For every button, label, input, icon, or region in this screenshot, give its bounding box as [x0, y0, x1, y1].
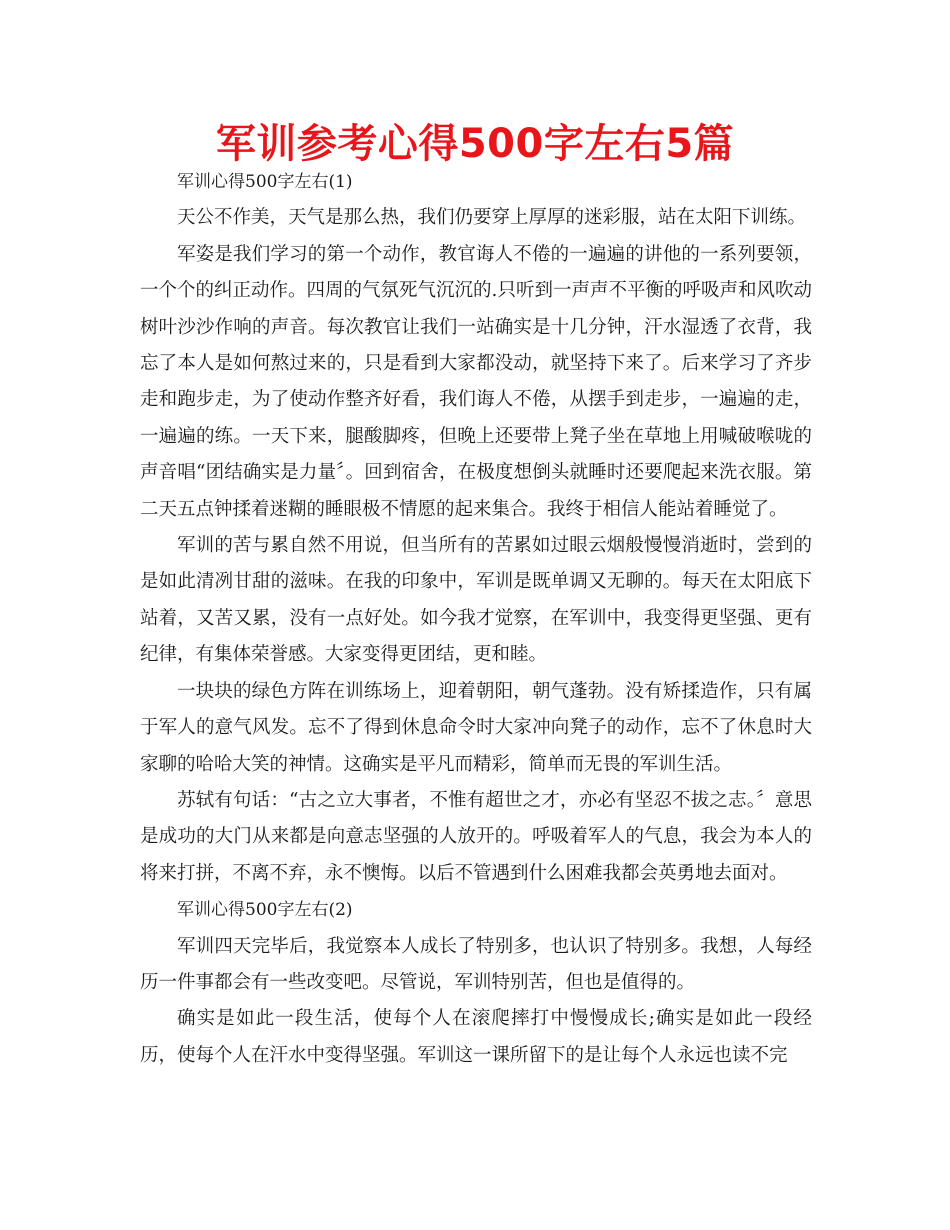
section-heading: 军训心得500字左右(1) [177, 172, 353, 192]
body-paragraph: 天公不作美，天气是那么热，我们仍要穿上厚厚的迷彩服，站在太阳下训练。 [177, 207, 807, 229]
body-paragraph: 一块块的绿色方阵在训练场上，迎着朝阳，朝气蓬勃。没有矫揉造作，只有属于军人的意气风发。忘不了得到休息命令时大家冲向凳子的动作，忘不了休息时大家聊的哈哈大笑的神情。这确实是平凡而精彩，简单而无畏的军训生活。 [140, 680, 812, 775]
body-paragraph: 苏轼有句话：“古之立大事者，不惟有超世之才，亦必有坚忍不拔之志。〞意思是成功的大门从来都是向意志坚强的人放开的。呼吸着军人的气息，我会为本人的将来打拼，不离不弃，永不懊悔。以后不管遇到什么困难我都会英勇地去面对。 [140, 789, 812, 884]
body-paragraph: 军训的苦与累自然不用说，但当所有的苦累如过眼云烟般慢慢消逝时，尝到的是如此清冽甘甜的滋味。在我的印象中，军训是既单调又无聊的。每天在太阳底下站着，又苦又累，没有一点好处。如今我才觉察，在军训中，我变得更坚强、更有纪律，有集体荣誉感。大家变得更团结，更和睦。 [140, 535, 812, 666]
body-paragraph: 确实是如此一段生活，使每个人在滚爬摔打中慢慢成长;确实是如此一段经历，使每个人在汗水中变得坚强。军训这一课所留下的是让每个人永远也读不完 [140, 1008, 812, 1066]
document-body [140, 164, 812, 1074]
body-paragraph: 军训四天完毕后，我觉察本人成长了特别多，也认识了特别多。我想，人每经历一件事都会有一些改变吧。尽管说，军训特别苦，但也是值得的。 [140, 935, 812, 993]
section-heading: 军训心得500字左右(2) [177, 900, 353, 921]
document-title: 军训参考心得500字左右5篇 [215, 121, 735, 167]
body-paragraph: 军姿是我们学习的第一个动作，教官诲人不倦的一遍遍的讲他的一系列要领，一个个的纠正动作。四周的气氛死气沉沉的.只听到一声声不平衡的呼吸声和风吹动树叶沙沙作响的声音。每次教官让我们一站确实是十几分钟，汗水湿透了衣背，我忘了本人是如何熬过来的，只是看到大家都没动，就坚持下来了。后来学习了齐步走和跑步走，为了使动作整齐好看，我们诲人不倦，从摆手到走步，一遍遍的走，一遍遍的练。一天下来，腿酸脚疼，但晚上还要带上凳子坐在草地上用喊破喉咙的声音唱“团结确实是力量〞。回到宿舍，在极度想倒头就睡时还要爬起来洗衣服。第二天五点钟揉着迷糊的睡眼极不情愿的起来集合。我终于相信人能站着睡觉了。 [140, 243, 812, 520]
